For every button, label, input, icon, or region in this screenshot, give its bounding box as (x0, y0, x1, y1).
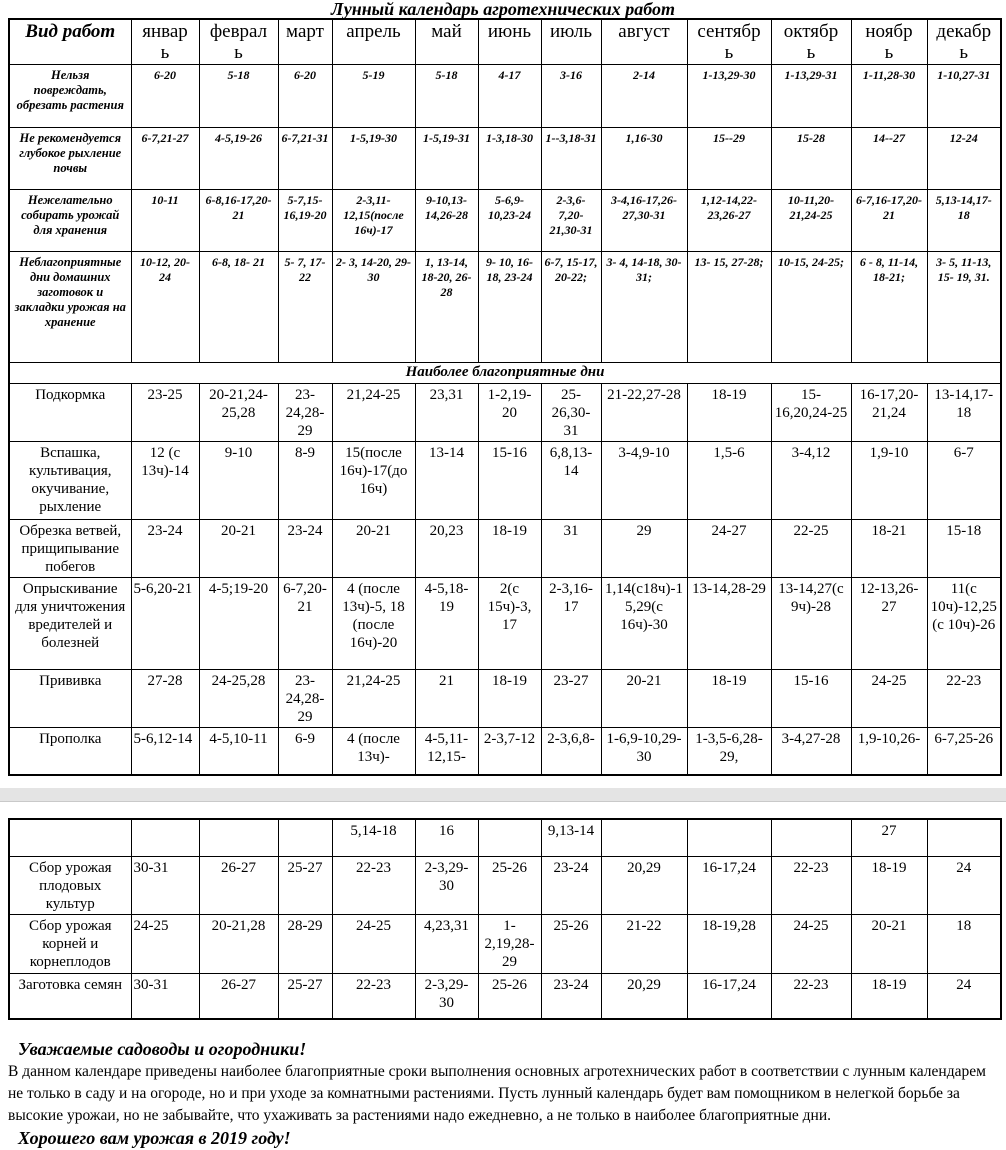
table-cell: 6-7 (927, 442, 1001, 520)
table-cell: 25-27 (278, 857, 332, 915)
table-cell: 1, 13-14, 18-20, 26-28 (415, 252, 478, 363)
table-cell: 4 (после 13ч)- (332, 728, 415, 775)
favorable-row (9, 442, 1001, 520)
table-cell: 20-21,24-25,28 (199, 384, 278, 442)
table-cell: 6-7,21-31 (278, 128, 332, 190)
table-cell: 22-23 (927, 670, 1001, 728)
table-cell: 3-16 (541, 65, 601, 128)
table-cell: 13-14,17-18 (927, 384, 1001, 442)
table-cell: 30-31 (131, 974, 199, 1019)
table-cell: 13-14,28-29 (687, 578, 771, 670)
table-cell: 18-21 (851, 520, 927, 578)
table-cell: 24 (927, 857, 1001, 915)
table-cell: 6-7,21-27 (131, 128, 199, 190)
table-cell: 27 (851, 819, 927, 857)
table-cell: 24-25,28 (199, 670, 278, 728)
table-cell: 1,9-10,26- (851, 728, 927, 775)
table-cell: 21-22,27-28 (601, 384, 687, 442)
table-cell: 2-3,6,8- (541, 728, 601, 775)
table-cell: 2- 3, 14-20, 29-30 (332, 252, 415, 363)
table-cell: 23-24 (278, 520, 332, 578)
table-cell: 4-17 (478, 65, 541, 128)
row-label: Сбор урожая корней и корнеплодов (9, 915, 131, 974)
table-cell: 28-29 (278, 915, 332, 974)
table-cell: 6 - 8, 11-14, 18-21; (851, 252, 927, 363)
month-header-12: декабр ь (927, 19, 1001, 65)
table-cell: 18-19 (851, 857, 927, 915)
table-cell: 20-21 (332, 520, 415, 578)
table-cell (601, 819, 687, 857)
table-cell: 2-3,6-7,20-21,30-31 (541, 190, 601, 252)
restricted-row (9, 65, 1001, 128)
favorable-row (9, 578, 1001, 670)
table-cell: 25-27 (278, 974, 332, 1019)
table-cell: 23-24 (541, 974, 601, 1019)
table-cell: 20-21,28 (199, 915, 278, 974)
month-header-9: сентябр ь (687, 19, 771, 65)
table-cell: 12-24 (927, 128, 1001, 190)
table-cell: 6-20 (131, 65, 199, 128)
table-cell: 1--3,18-31 (541, 128, 601, 190)
table-cell: 1-13,29-30 (687, 65, 771, 128)
table-cell: 21,24-25 (332, 384, 415, 442)
table-cell: 14--27 (851, 128, 927, 190)
table-cell: 12-13,26-27 (851, 578, 927, 670)
table-cell: 10-11 (131, 190, 199, 252)
table-cell (199, 819, 278, 857)
table-cell: 18-19 (687, 384, 771, 442)
table-cell: 4,23,31 (415, 915, 478, 974)
table-cell: 15--29 (687, 128, 771, 190)
favorable-row (9, 670, 1001, 728)
table-cell: 4-5,10-11 (199, 728, 278, 775)
table-cell: 26-27 (199, 974, 278, 1019)
row-label: Нельзя повреждать, обрезать растения (9, 65, 131, 128)
table-cell: 5-6,20-21 (131, 578, 199, 670)
table-cell: 1-2,19,28-29 (478, 915, 541, 974)
table-cell: 18-19 (687, 670, 771, 728)
section-header: Наиболее благоприятные дни (9, 363, 1001, 384)
table-cell: 9,13-14 (541, 819, 601, 857)
table-cell (478, 819, 541, 857)
table-cell: 16-17,24 (687, 857, 771, 915)
table-cell (278, 819, 332, 857)
table-cell: 9- 10, 16-18, 23-24 (478, 252, 541, 363)
table-cell: 1-5,19-30 (332, 128, 415, 190)
table-cell: 20,23 (415, 520, 478, 578)
table-cell: 3-4,16-17,26-27,30-31 (601, 190, 687, 252)
footer-body: В данном календаре приведены наиболее благоприятные сроки выполнения основных агротехнических работ в соответствии с лунным календарем не только в саду и на огороде, но и при уходе за комнатными растениями. Пусть лунный календарь будет вам помощником в нелегкой борьбе за высокие урожаи, но не забывайте, что ухаживать за растениями надо ежедневно, а не только в наиболее благоприятные дни. (8, 1062, 986, 1124)
row-label: Вспашка, культивация, окучивание, рыхление (9, 442, 131, 520)
table-cell: 10-12, 20-24 (131, 252, 199, 363)
table-cell: 2-14 (601, 65, 687, 128)
favorable-row (9, 520, 1001, 578)
table-cell: 13- 15, 27-28; (687, 252, 771, 363)
table-cell: 3- 4, 14-18, 30-31; (601, 252, 687, 363)
row-label (9, 819, 131, 857)
table-cell: 1,14(с18ч)-15,29(с 16ч)-30 (601, 578, 687, 670)
table-cell: 1,5-6 (687, 442, 771, 520)
table-cell: 2-3,16-17 (541, 578, 601, 670)
harvest-row (9, 857, 1001, 915)
harvest-row (9, 974, 1001, 1019)
table-cell: 9-10 (199, 442, 278, 520)
table-cell: 21,24-25 (332, 670, 415, 728)
row-label: Опрыскивание для уничтожения вредителей и болезней (9, 578, 131, 670)
month-header-6: июнь (478, 19, 541, 65)
row-label: Заготовка семян (9, 974, 131, 1019)
table-cell: 5-18 (415, 65, 478, 128)
table-cell: 15(после 16ч)-17(до 16ч) (332, 442, 415, 520)
table-cell: 21-22 (601, 915, 687, 974)
table-cell: 5- 7, 17-22 (278, 252, 332, 363)
table-cell: 2-3,11-12,15(после 16ч)-17 (332, 190, 415, 252)
table-cell: 13-14,27(с 9ч)-28 (771, 578, 851, 670)
table-cell: 12 (с 13ч)-14 (131, 442, 199, 520)
table-cell: 1-3,5-6,28-29, (687, 728, 771, 775)
table-cell: 6-7,25-26 (927, 728, 1001, 775)
table-cell: 22-23 (771, 974, 851, 1019)
table-cell: 2-3,29-30 (415, 974, 478, 1019)
table-cell: 26-27 (199, 857, 278, 915)
table-cell: 6-20 (278, 65, 332, 128)
restricted-row (9, 128, 1001, 190)
table-cell: 24-25 (131, 915, 199, 974)
row-label: Не рекомендуется глубокое рыхление почвы (9, 128, 131, 190)
month-header-10: октябр ь (771, 19, 851, 65)
table-cell: 30-31 (131, 857, 199, 915)
table-cell: 3-4,9-10 (601, 442, 687, 520)
table-cell: 25-26 (541, 915, 601, 974)
table-cell: 16-17,24 (687, 974, 771, 1019)
table-cell: 5,13-14,17-18 (927, 190, 1001, 252)
table-cell: 15-16 (478, 442, 541, 520)
table-cell: 13-14 (415, 442, 478, 520)
table-cell: 16-17,20-21,24 (851, 384, 927, 442)
table-cell: 1-3,18-30 (478, 128, 541, 190)
table-cell: 18 (927, 915, 1001, 974)
table-cell: 29 (601, 520, 687, 578)
table-cell: 20,29 (601, 857, 687, 915)
table-cell: 18-19 (478, 520, 541, 578)
table-cell: 24-27 (687, 520, 771, 578)
table-cell: 18-19 (478, 670, 541, 728)
table-cell: 3- 5, 11-13, 15- 19, 31. (927, 252, 1001, 363)
table-cell: 21 (415, 670, 478, 728)
table-cell: 9-10,13-14,26-28 (415, 190, 478, 252)
table-cell: 24-25 (851, 670, 927, 728)
work-type-header: Вид работ (9, 19, 131, 65)
table-cell: 6-7,16-17,20-21 (851, 190, 927, 252)
table-cell: 20-21 (601, 670, 687, 728)
row-label: Подкормка (9, 384, 131, 442)
header-row (9, 19, 1001, 65)
table-cell: 15-28 (771, 128, 851, 190)
table-cell: 20-21 (199, 520, 278, 578)
month-header-1: январ ь (131, 19, 199, 65)
favorable-row (9, 728, 1001, 775)
table-cell: 3-4,27-28 (771, 728, 851, 775)
table-cell: 1-2,19-20 (478, 384, 541, 442)
table-cell: 6,8,13-14 (541, 442, 601, 520)
table-cell: 23-24,28-29 (278, 670, 332, 728)
table-cell: 23-25 (131, 384, 199, 442)
table-cell: 18-19 (851, 974, 927, 1019)
restricted-row (9, 190, 1001, 252)
table-cell: 24-25 (771, 915, 851, 974)
table-cell: 15-16 (771, 670, 851, 728)
table-cell: 3-4,12 (771, 442, 851, 520)
table-cell: 20,29 (601, 974, 687, 1019)
table-cell: 5-6,9-10,23-24 (478, 190, 541, 252)
lunar-calendar-main-table (8, 18, 1002, 776)
table-cell: 25-26 (478, 974, 541, 1019)
month-header-4: апрель (332, 19, 415, 65)
month-header-7: июль (541, 19, 601, 65)
row-label: Прополка (9, 728, 131, 775)
row-label: Прививка (9, 670, 131, 728)
table-cell: 1,16-30 (601, 128, 687, 190)
table-cell: 16 (415, 819, 478, 857)
table-cell: 1,9-10 (851, 442, 927, 520)
table-cell: 23-27 (541, 670, 601, 728)
table-cell: 24-25 (332, 915, 415, 974)
table-cell (771, 819, 851, 857)
month-header-5: май (415, 19, 478, 65)
footer-wish: Хорошего вам урожая в 2019 году! (18, 1127, 291, 1148)
table-cell: 18-19,28 (687, 915, 771, 974)
table-cell (687, 819, 771, 857)
table-cell: 25-26,30-31 (541, 384, 601, 442)
table-cell: 25-26 (478, 857, 541, 915)
harvest-row (9, 819, 1001, 857)
table-cell: 20-21 (851, 915, 927, 974)
lunar-calendar-harvest-table (8, 818, 1002, 1020)
row-label: Неблагоприятные дни домашних заготовок и закладки урожая на хранение (9, 252, 131, 363)
page-title: Лунный календарь агротехнических работ (331, 0, 675, 19)
table-cell: 6-7, 15-17, 20-22; (541, 252, 601, 363)
table-cell: 2-3,7-12 (478, 728, 541, 775)
table-cell: 2(с 15ч)-3, 17 (478, 578, 541, 670)
restricted-row (9, 252, 1001, 363)
table-cell: 5-18 (199, 65, 278, 128)
table-cell: 6-8, 18- 21 (199, 252, 278, 363)
table-cell: 4-5,18-19 (415, 578, 478, 670)
table-cell: 5-19 (332, 65, 415, 128)
table-cell: 22-23 (771, 857, 851, 915)
row-label: Нежелательно собирать урожай для хранения (9, 190, 131, 252)
table-cell: 4-5;19-20 (199, 578, 278, 670)
table-cell: 6-8,16-17,20-21 (199, 190, 278, 252)
table-cell: 2-3,29-30 (415, 857, 478, 915)
table-cell (131, 819, 199, 857)
table-cell: 1-13,29-31 (771, 65, 851, 128)
table-cell: 11(с 10ч)-12,25(с 10ч)-26 (927, 578, 1001, 670)
table-cell: 1-10,27-31 (927, 65, 1001, 128)
table-cell (927, 819, 1001, 857)
table-cell: 8-9 (278, 442, 332, 520)
table-cell: 23-24 (541, 857, 601, 915)
table-cell: 5-6,12-14 (131, 728, 199, 775)
table-cell: 4-5,19-26 (199, 128, 278, 190)
month-header-8: август (601, 19, 687, 65)
month-header-2: феврал ь (199, 19, 278, 65)
table-cell: 1-5,19-31 (415, 128, 478, 190)
month-header-3: март (278, 19, 332, 65)
section-divider (0, 788, 1006, 802)
table-cell: 10-15, 24-25; (771, 252, 851, 363)
table-cell: 24 (927, 974, 1001, 1019)
table-cell: 31 (541, 520, 601, 578)
table-cell: 22-25 (771, 520, 851, 578)
row-label: Обрезка ветвей, прищипывание побегов (9, 520, 131, 578)
table-cell: 6-9 (278, 728, 332, 775)
table-cell: 15-18 (927, 520, 1001, 578)
table-cell: 4-5,11-12,15- (415, 728, 478, 775)
table-cell: 23,31 (415, 384, 478, 442)
month-header-11: ноябр ь (851, 19, 927, 65)
table-cell: 4 (после 13ч)-5, 18 (после 16ч)-20 (332, 578, 415, 670)
footer-greeting: Уважаемые садоводы и огородники! (18, 1038, 307, 1059)
row-label: Сбор урожая плодовых культур (9, 857, 131, 915)
section-header-row (9, 363, 1001, 384)
table-cell: 5,14-18 (332, 819, 415, 857)
table-cell: 27-28 (131, 670, 199, 728)
table-cell: 15-16,20,24-25 (771, 384, 851, 442)
table-cell: 10-11,20-21,24-25 (771, 190, 851, 252)
table-cell: 1,12-14,22-23,26-27 (687, 190, 771, 252)
table-cell: 1-11,28-30 (851, 65, 927, 128)
table-cell: 23-24,28-29 (278, 384, 332, 442)
favorable-row (9, 384, 1001, 442)
harvest-row (9, 915, 1001, 974)
table-cell: 23-24 (131, 520, 199, 578)
table-cell: 1-6,9-10,29-30 (601, 728, 687, 775)
footer-note (8, 1038, 998, 1150)
table-cell: 22-23 (332, 974, 415, 1019)
table-cell: 6-7,20-21 (278, 578, 332, 670)
table-cell: 22-23 (332, 857, 415, 915)
table-cell: 5-7,15-16,19-20 (278, 190, 332, 252)
